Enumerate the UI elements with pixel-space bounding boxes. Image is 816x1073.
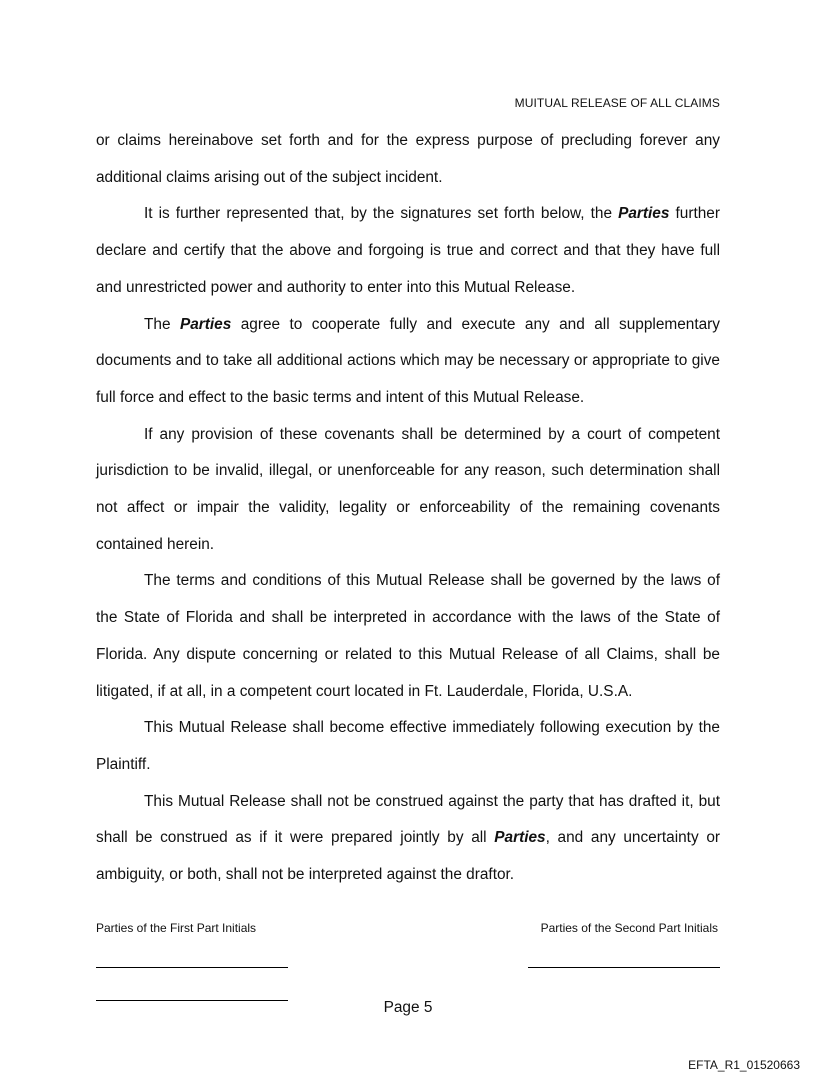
first-part-initials-label: Parties of the First Part Initials [96,921,257,935]
paragraph-severability: If any provision of these covenants shall be determined by a court of competent jurisdiction to be invalid, illegal, or unenforceable for any reason, such determination shall not affect or impair the validity, legality or enforceability of the remaining covenants contained herein. [96,425,720,553]
paragraph-cooperation: The Parties agree to cooperate fully and execute any and all supplementary documents and to take all additional actions which may be necessary or appropriate to give full force and effect to the basic terms and intent of this Mutual Release. [96,315,720,406]
paragraph-representation: It is further represented that, by the signatures set forth below, the Parties further declare and certify that the above and forgoing is true and correct and that they have full and unrestricted power and authority to enter into this Mutual Release. [96,205,720,296]
first-part-initials-line-1 [96,967,288,968]
bates-number: EFTA_R1_01520663 [688,1058,800,1072]
parties-term: Parties [179,315,232,333]
parties-term: Parties [494,829,546,847]
running-header: MUITUAL RELEASE OF ALL CLAIMS [514,96,720,110]
paragraph-continuation: or claims hereinabove set forth and for the express purpose of precluding forever any additional claims arising out of the subject incident. [96,132,720,186]
parties-term: Parties [618,205,670,223]
document-body [96,123,720,894]
paragraph-construction: This Mutual Release shall not be construed against the party that has drafted it, but shall be construed as if it were prepared jointly by all Parties, and any uncertainty or ambiguity, or both, shall not be interpreted against the draftor. [96,792,720,884]
paragraph-effective-date: This Mutual Release shall become effective immediately following execution by the Plaintiff. [96,719,720,773]
second-part-initials-line [528,967,720,968]
page-number: Page 5 [383,999,433,1016]
paragraph-governing-law: The terms and conditions of this Mutual Release shall be governed by the laws of the State of Florida and shall be interpreted in accordance with the laws of the State of Florida. Any dispute concerning or related to this Mutual Release of all Claims, shall be litigated, if at all, in a competent court located in Ft. Lauderdale, Florida, U.S.A. [96,572,720,700]
second-part-initials-label: Parties of the Second Part Initials [540,921,718,935]
